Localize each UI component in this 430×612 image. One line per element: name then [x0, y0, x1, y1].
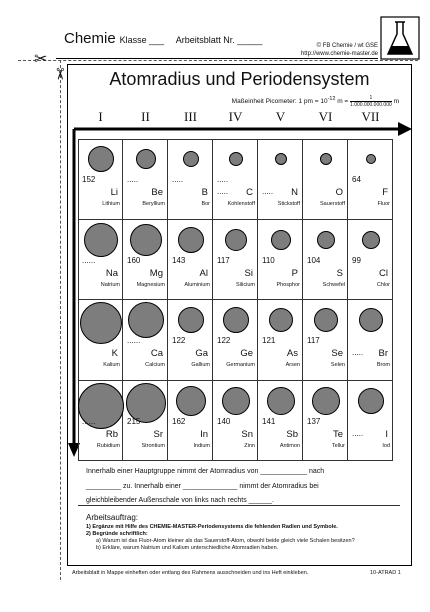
element-cell	[78, 220, 123, 301]
atom-circle	[362, 231, 380, 249]
element-cell	[78, 300, 123, 381]
header-title	[64, 30, 262, 47]
element-cell	[168, 220, 213, 301]
element-name: Iod	[382, 442, 390, 449]
unit-fraction	[350, 95, 392, 108]
atom-circle	[183, 151, 199, 167]
task-item-2: 2) Begründe schriftlich:	[86, 531, 148, 537]
element-cell	[168, 300, 213, 381]
cloze-line-3: gleichbleibender Außenschale von links nach rechts ______.	[86, 497, 274, 504]
header-rule	[56, 58, 378, 59]
task-item-2a: a) Warum ist das Fluor-Atom kleiner als das Sauerstoff-Atom, obwohl beide gleich viele Schalen besitzen?	[96, 538, 355, 544]
element-name: Rubidium	[96, 442, 120, 449]
atom-radius: .....	[172, 175, 184, 184]
element-name: Calcium	[145, 362, 165, 368]
class-label: Klasse ___	[119, 35, 165, 45]
atom-circle	[275, 153, 287, 165]
element-symbol: Br	[378, 348, 388, 359]
unit-exponent: -12	[327, 96, 336, 103]
cloze-line-2: _________ zu. Innerhalb einer ______________ nimmt der Atomradius bei	[86, 482, 319, 490]
atom-radius: ......	[127, 336, 141, 345]
atom-radius: 141	[262, 416, 276, 426]
atom-radius: 117	[307, 336, 320, 345]
atom-radius: 110	[262, 255, 275, 265]
atom-circle	[320, 153, 332, 165]
atom-radius: .....	[217, 175, 229, 184]
atom-circle	[225, 229, 247, 251]
element-cell	[258, 139, 303, 220]
atom-circle	[128, 302, 164, 338]
atom-circle	[267, 387, 295, 415]
element-cell	[213, 300, 258, 381]
atom-radius: 122	[172, 336, 186, 345]
group-number: II	[141, 109, 150, 124]
atom-circle	[359, 308, 383, 332]
unit-tail: m	[391, 98, 399, 106]
task-title: Arbeitsauftrag:	[86, 513, 139, 522]
element-cell	[303, 139, 348, 220]
atom-radius: ......	[82, 416, 96, 426]
group-number: V	[275, 109, 286, 124]
element-cell	[123, 139, 168, 220]
element-symbol: B	[201, 187, 208, 198]
element-cell	[303, 220, 348, 301]
element-name: Lithium	[102, 201, 120, 207]
group-number: I	[98, 109, 103, 124]
atom-radius: 140	[217, 416, 231, 426]
element-name: Sauerstoff	[320, 201, 345, 207]
element-name: Beryllium	[142, 201, 165, 207]
element-cell	[123, 220, 168, 301]
atom-radius: 104	[307, 255, 321, 265]
element-name: Aluminium	[184, 281, 210, 288]
cloze-line-1: Innerhalb einer Hauptgruppe nimmt der Atomradius von ____________ nach	[86, 468, 325, 475]
worksheet-frame	[67, 64, 412, 566]
element-name: Schwefel	[322, 281, 345, 288]
unit-mid: m =	[335, 98, 351, 106]
atom-radius: 160	[127, 255, 141, 265]
atom-radius: 215	[127, 416, 141, 426]
element-cell	[213, 220, 258, 301]
footer-note: Arbeitsblatt in Mappe einheften oder entlang des Rahmens ausschneiden und ins Heft einkleben.	[72, 570, 309, 576]
element-name: Silicium	[236, 281, 255, 288]
atom-circle	[84, 223, 118, 257]
sheet-code: 10-ATRAD 1	[370, 570, 401, 576]
page-title: Atomradius und Periodensystem	[109, 69, 370, 89]
element-symbol: As	[286, 348, 298, 359]
element-cell	[78, 139, 123, 220]
group-number: IV	[228, 109, 243, 124]
atom-circle	[176, 386, 206, 416]
cut-line-top	[18, 60, 418, 61]
element-name: Kalium	[103, 362, 120, 368]
atom-radius: 162	[172, 416, 186, 426]
divider	[78, 505, 400, 506]
radius-placeholder: .....	[217, 187, 229, 196]
atom-circle	[269, 308, 293, 332]
cut-line-left	[60, 60, 61, 580]
element-cell	[258, 300, 303, 381]
atom-radius: 152	[82, 175, 96, 184]
atom-circle	[178, 227, 204, 253]
group-number: VII	[361, 109, 380, 124]
element-symbol: Al	[199, 267, 208, 279]
element-name: Chlor	[376, 281, 390, 288]
element-symbol: Ca	[150, 348, 163, 359]
atom-circle	[314, 308, 338, 332]
element-name: Antimon	[279, 442, 300, 449]
element-symbol: In	[200, 428, 208, 440]
element-cell	[258, 381, 303, 462]
fraction-numerator: 1	[350, 95, 392, 102]
atom-circle	[88, 146, 114, 172]
element-symbol: Be	[151, 187, 163, 198]
element-cell	[348, 220, 393, 301]
atom-radius: 122	[217, 336, 231, 345]
element-grid	[78, 139, 393, 461]
element-symbol: C	[246, 187, 253, 198]
atom-circle	[317, 231, 335, 249]
radius-placeholder: .....	[352, 428, 364, 438]
credit	[301, 42, 378, 58]
element-cell	[348, 381, 393, 462]
element-cell	[78, 381, 123, 462]
element-symbol: K	[111, 348, 118, 359]
element-symbol: I	[385, 428, 388, 440]
element-name: Kohlenstoff	[227, 201, 255, 207]
unit-text: Maßeinheit Picometer: 1 pm = 10	[231, 98, 328, 106]
element-cell	[168, 381, 213, 462]
group-numbers	[76, 109, 392, 123]
element-cell	[123, 381, 168, 462]
atom-circle	[130, 224, 162, 256]
element-symbol: Mg	[149, 267, 163, 279]
group-number: III	[184, 109, 197, 124]
element-name: Phosphor	[276, 281, 300, 288]
credit-line-1: © FB Chemie / wt GSE	[316, 43, 378, 49]
element-cell	[348, 139, 393, 220]
atom-radius: 137	[307, 416, 321, 426]
scissors-icon: ✂	[50, 67, 68, 81]
element-name: Germanium	[226, 362, 255, 368]
atom-radius: 99	[352, 255, 361, 265]
element-symbol: Ge	[240, 348, 253, 359]
element-symbol: Sr	[153, 428, 163, 440]
atom-circle	[178, 307, 204, 333]
element-symbol: Rb	[105, 428, 118, 440]
element-name: Magnesium	[136, 281, 165, 288]
flask-icon	[380, 16, 420, 60]
element-name: Strontium	[141, 442, 165, 449]
element-name: Selen	[330, 362, 345, 368]
element-symbol: P	[291, 267, 298, 279]
element-name: Zinn	[244, 442, 255, 449]
element-name: Tellur	[331, 442, 345, 449]
element-symbol: Li	[110, 187, 118, 198]
atom-circle	[136, 149, 156, 169]
atom-radius: 143	[172, 255, 186, 265]
unit-definition	[232, 95, 399, 108]
element-symbol: Te	[332, 428, 343, 440]
element-symbol: Ga	[195, 348, 208, 359]
element-symbol: S	[336, 267, 343, 279]
element-symbol: N	[291, 187, 298, 198]
atom-circle	[223, 307, 249, 333]
element-name: Natrium	[100, 281, 120, 288]
arrow-right-head	[398, 122, 412, 136]
sheet-number-label: Arbeitsblatt Nr. _____	[175, 35, 263, 45]
atom-radius: .....	[127, 175, 139, 184]
element-name: Indium	[193, 442, 210, 449]
scissors-icon: ✂	[34, 51, 48, 68]
radius-placeholder: .....	[262, 187, 274, 196]
credit-line-2: http://www.chemie-master.de	[300, 51, 378, 57]
task-item-2b: b) Erkläre, warum Natrium und Kalium unterschiedliche Atomradien haben.	[96, 545, 279, 551]
element-cell	[258, 220, 303, 301]
element-symbol: Sb	[286, 428, 298, 440]
element-symbol: F	[382, 187, 388, 198]
subject-label: Chemie	[64, 30, 116, 47]
atom-circle	[358, 388, 384, 414]
element-name: Stickstoff	[277, 201, 300, 207]
atom-circle	[229, 152, 243, 166]
atom-circle	[80, 302, 122, 344]
atom-radius: 121	[262, 336, 276, 345]
element-name: Bor	[201, 201, 210, 207]
task-item-1: 1) Ergänze mit Hilfe des CHEMIE-MASTER-Periodensystems die fehlenden Radien und Symbole.	[86, 524, 338, 530]
element-cell	[213, 139, 258, 220]
atom-circle	[222, 387, 250, 415]
element-cell	[303, 381, 348, 462]
atom-circle	[312, 387, 340, 415]
atom-radius: 64	[352, 175, 361, 184]
atom-radius: 117	[217, 255, 230, 265]
element-cell	[213, 381, 258, 462]
element-cell	[123, 300, 168, 381]
element-name: Fluor	[377, 201, 390, 207]
element-name: Gallium	[191, 362, 210, 368]
radius-placeholder: .....	[352, 348, 364, 357]
element-symbol: Si	[244, 267, 253, 279]
element-symbol: Na	[105, 267, 118, 279]
element-symbol: O	[335, 187, 343, 198]
header	[56, 26, 378, 60]
element-name: Brom	[376, 362, 390, 368]
atom-radius: ......	[82, 255, 96, 265]
element-symbol: Cl	[379, 267, 388, 279]
element-name: Arsen	[285, 362, 300, 368]
fraction-denominator: 1.000.000.000.000	[350, 102, 392, 108]
atom-circle	[271, 230, 291, 250]
element-symbol: Sn	[241, 428, 253, 440]
group-number: VI	[318, 109, 333, 124]
cloze-text	[86, 465, 402, 509]
atom-circle	[366, 154, 376, 164]
element-symbol: Se	[331, 348, 343, 359]
element-cell	[348, 300, 393, 381]
element-cell	[303, 300, 348, 381]
task-list	[86, 524, 404, 552]
element-cell	[168, 139, 213, 220]
